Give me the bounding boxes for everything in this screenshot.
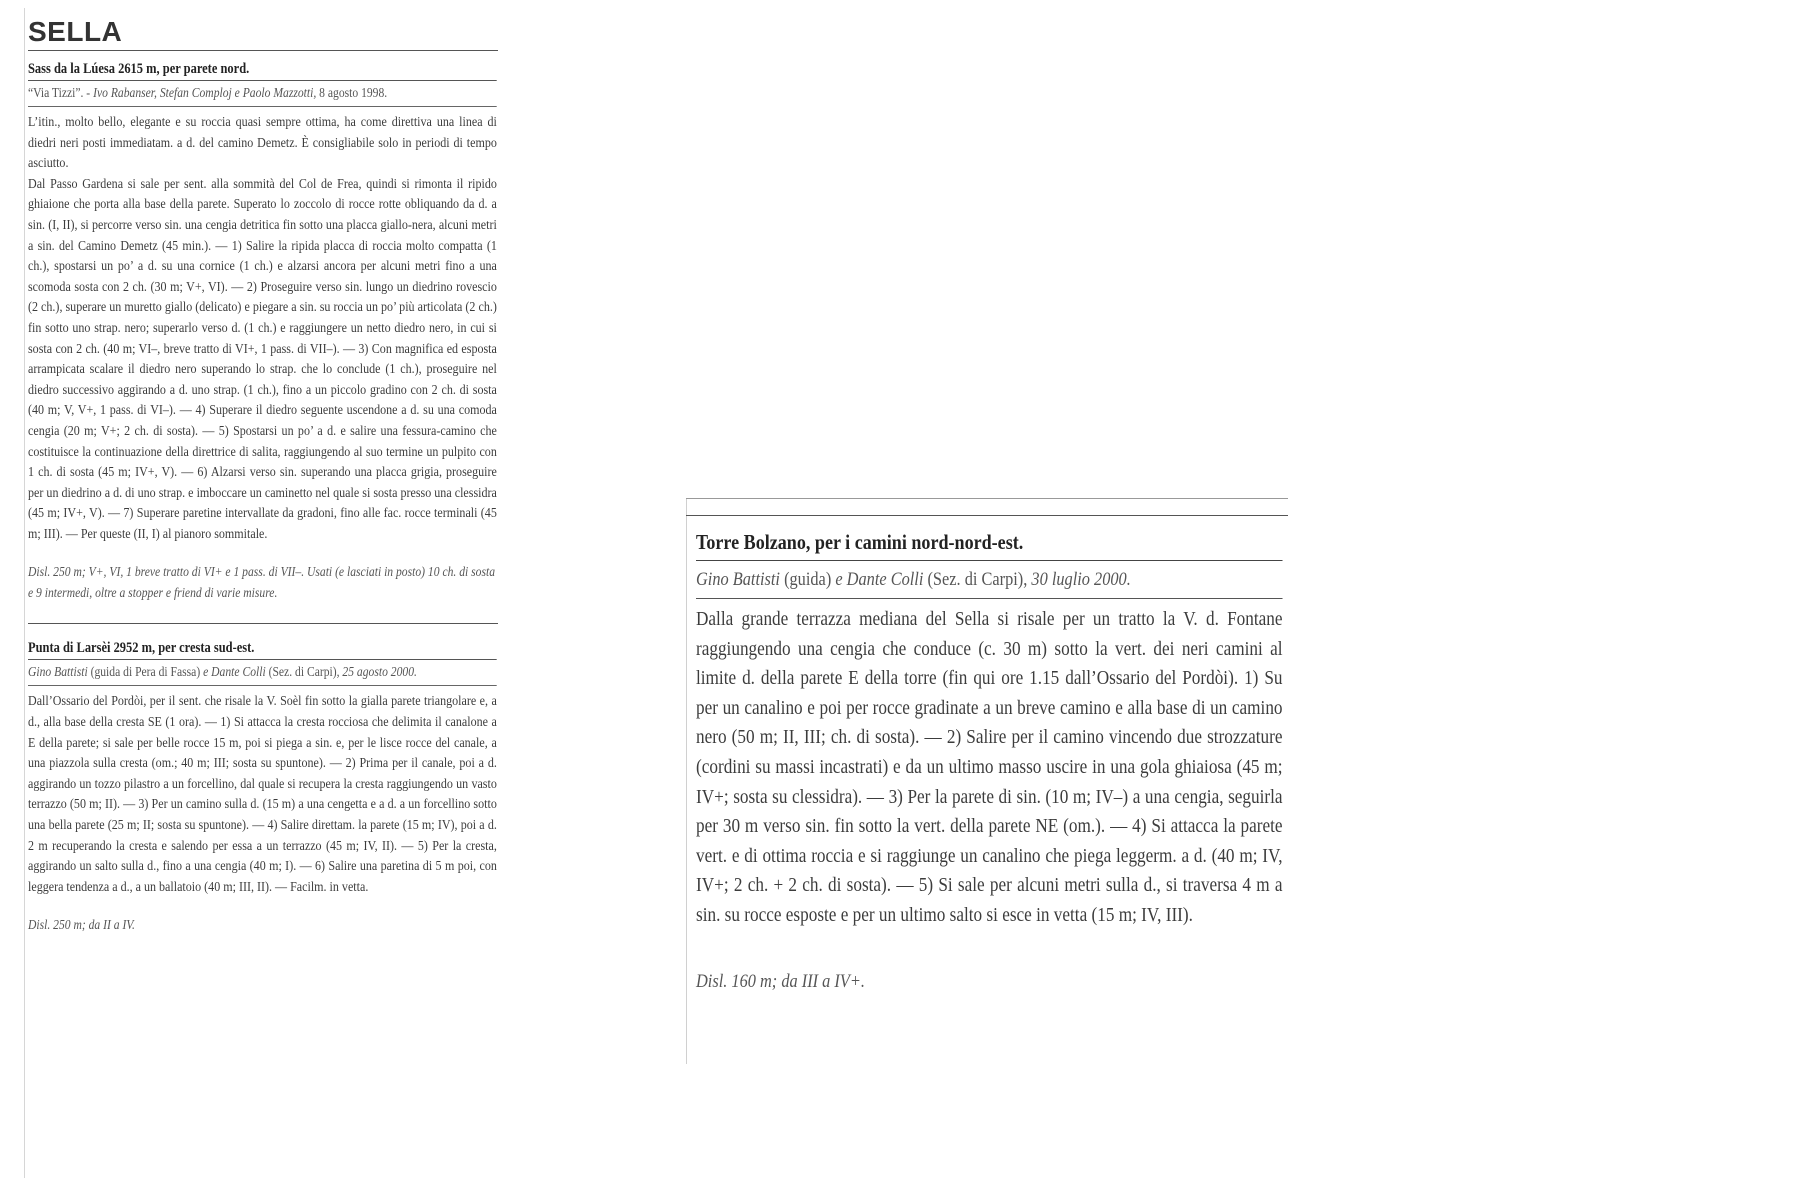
route-authors [28,81,497,107]
route-climber-role: (guida) [784,569,832,590]
route-pitches-paragraph: Dal Passo Gardena si sale per sent. alla sommità del Col de Frea, quindi si rimonta il ripido ghiaione che porta alla base della parete. Superato lo zoccolo di rocce rotte obliquando da d. a sin. (I, II), si percorre verso sin. una cengia detritica fin sotto una placca giallo-nera, alcuni metri a sin. del Camino Demetz (45 min.). — 1) Salire la ripida placca di roccia molto compatta (1 ch.), spostarsi un po’ a d. su una cornice (1 ch.) e alzarsi ancora per alcuni metri fino a una scomoda sosta con 2 ch. (30 m; V+, VI). — 2) Proseguire verso sin. lungo un diedrino rovescio (2 ch.), superare un muretto giallo (delicato) e piegare a sin. su roccia un po’ più articolata (2 ch.) fin sotto uno strap. nero; superarlo verso d. (1 ch.) e raggiungere un netto diedro nero, in cui si sosta con 2 ch. (40 m; VI–, breve tratto di VI+, 1 pass. di VII–). — 3) Con magnifica ed esposta arrampicata scalare il diedro nero superando lo strap. che lo conclude (1 ch.), proseguire nel diedro successivo aggirando a d. uno strap. (1 ch.), fino a un piccolo gradino con 2 ch. di sosta (40 m; V, V+, 1 pass. di VI–). — 4) Superare il diedro seguente uscendone a d. su una comoda cengia (20 m; V+; 2 ch. di sosta). — 5) Spostarsi un po’ a d. e salire una fessura-camino che costituisce la continuazione della direttrice di salita, raggiungendo al suo termine un pulpito con 1 ch. di sosta (45 m; IV+, V). — 6) Alzarsi verso sin. superando una placca grigia, proseguire per un diedrino a d. di uno strap. e imboccare un caminetto nel quale si sosta presso una clessidra (45 m; IV+, V). — 7) Superare paretine intervallate da gradoni, fino alle fac. rocce terminali (45 m; III). — Per queste (II, I) al pianoro sommitale. [28,176,497,542]
route-punta-di-larsei [28,638,498,935]
route-torre-bolzano [686,528,1288,995]
route-summary-note: Disl. 250 m; V+, VI, 1 breve tratto di VI+ e 1 pass. di VII–. Usati (e lasciati in posto) 10 ch. di sosta e 9 intermedi, oltre a stopper e friend di varie misure. [28,564,496,601]
section-title: SELLA [28,16,498,51]
left-column [28,16,498,935]
route-authors [696,561,1283,599]
route-date: 8 agosto 1998. [319,85,388,100]
route-title: Torre Bolzano, per i camini nord-nord-est. [696,528,1283,561]
route-divider [28,623,498,624]
right-column [686,498,1288,995]
route-climber: e Dante Colli [203,664,266,680]
route-description [28,113,497,545]
route-pitches-paragraph: Dalla grande terrazza mediana del Sella si risale per un tratto la V. d. Fontane raggiungendo una cengia che conduce (c. 30 m) sotto la vert. dei neri camini al limite d. della parete E della torre (fin qui ore 1.15 dall’Ossario del Pordòi). 1) Su per un canalino e poi per rocce gradinate a un breve camino e alla base di un camino nero (50 m; II, III; ch. di sosta). — 2) Salire per il camino vincendo due strozzature (cordini su massi incastrati) e da un ultimo masso uscire in una gola ghiaiosa (45 m; IV+; sosta su clessidra). — 3) Per la parete di sin. (10 m; IV–) a una cengia, seguirla per 30 m verso sin. fin sotto la vert. della parete NE (om.). — 4) Si attacca la parete vert. e di ottima roccia e si raggiunge un canalino che piega leggerm. a d. (40 m; IV, IV+; 2 ch. + 2 ch. di sosta). — 5) Si sale per alcuni metri sulla d., si traversa 4 m a sin. su rocce esposte e per un ultimo salto si esce in vetta (15 m; IV, III). [696,608,1283,926]
route-summary-note: Disl. 160 m; da III a IV+. [696,970,865,992]
route-title: Sass da la Lúesa 2615 m, per parete nord. [28,59,497,81]
left-margin-rule [24,8,25,1178]
top-divider [686,515,1288,516]
route-climber: Gino Battisti [28,664,88,680]
route-climber-section: (Sez. di Carpi), [268,664,340,680]
route-name: “Via Tizzi”. - [28,85,91,100]
route-pitches-paragraph: Dall’Ossario del Pordòi, per il sent. che risale la V. Soèl fin sotto la gialla parete triangolare e, a d., alla base della cresta SE (1 ora). — 1) Si attacca la cresta rocciosa che delimita il canalone a E della parete; si sale per belle rocce 15 m, poi si piega a sin. e, per le lisce rocce del canale, a una piazzola sulla cresta (om.; 40 m; III; sosta su spuntone). — 2) Prima per il canale, poi a d. aggirando un tozzo pilastro a un forcellino, dal quale si recupera la cresta raggiungendo un vasto terrazzo (50 m; II). — 3) Per un camino sulla d. (15 m) a una cengetta e a d. a un forcellino sotto una bella parete (25 m; II; sosta su spuntone). — 4) Salire direttam. la parete (15 m; IV), poi a d. 2 m recuperando la cresta e salendo per essa a un terrazzo (45 m; IV, II). — 5) Per la cresta, aggirando un salto sulla d., fino a una cengia (40 m; I). — 6) Salire una paretina di 5 m poi, con leggera tendenza a d., a un ballatoio (40 m; III, II). — Facilm. in vetta. [28,694,497,895]
route-title: Punta di Larsèi 2952 m, per cresta sud-est. [28,638,497,660]
route-date: 25 agosto 2000. [342,664,417,680]
route-intro-paragraph: L’itin., molto bello, elegante e su roccia quasi sempre ottima, ha come direttiva una linea di diedri neri posti immediatam. a d. del camino Demetz. È consigliabile solo in periodi di tempo asciutto. [28,115,497,172]
route-climber: e Dante Colli [835,569,924,590]
route-date: 30 luglio 2000. [1031,569,1131,590]
route-climber-role: (guida di Pera di Fassa) [90,664,201,680]
route-summary-note: Disl. 250 m; da II a IV. [28,917,135,933]
route-description [28,692,497,898]
route-climbers: Ivo Rabanser, Stefan Comploj e Paolo Mazzotti, [93,85,317,100]
route-authors [28,660,497,686]
route-description [696,605,1283,931]
route-climber-section: (Sez. di Carpi), [927,569,1028,590]
top-divider [686,498,1288,499]
route-climber: Gino Battisti [696,569,780,590]
route-sass-da-la-luesa [28,59,498,603]
